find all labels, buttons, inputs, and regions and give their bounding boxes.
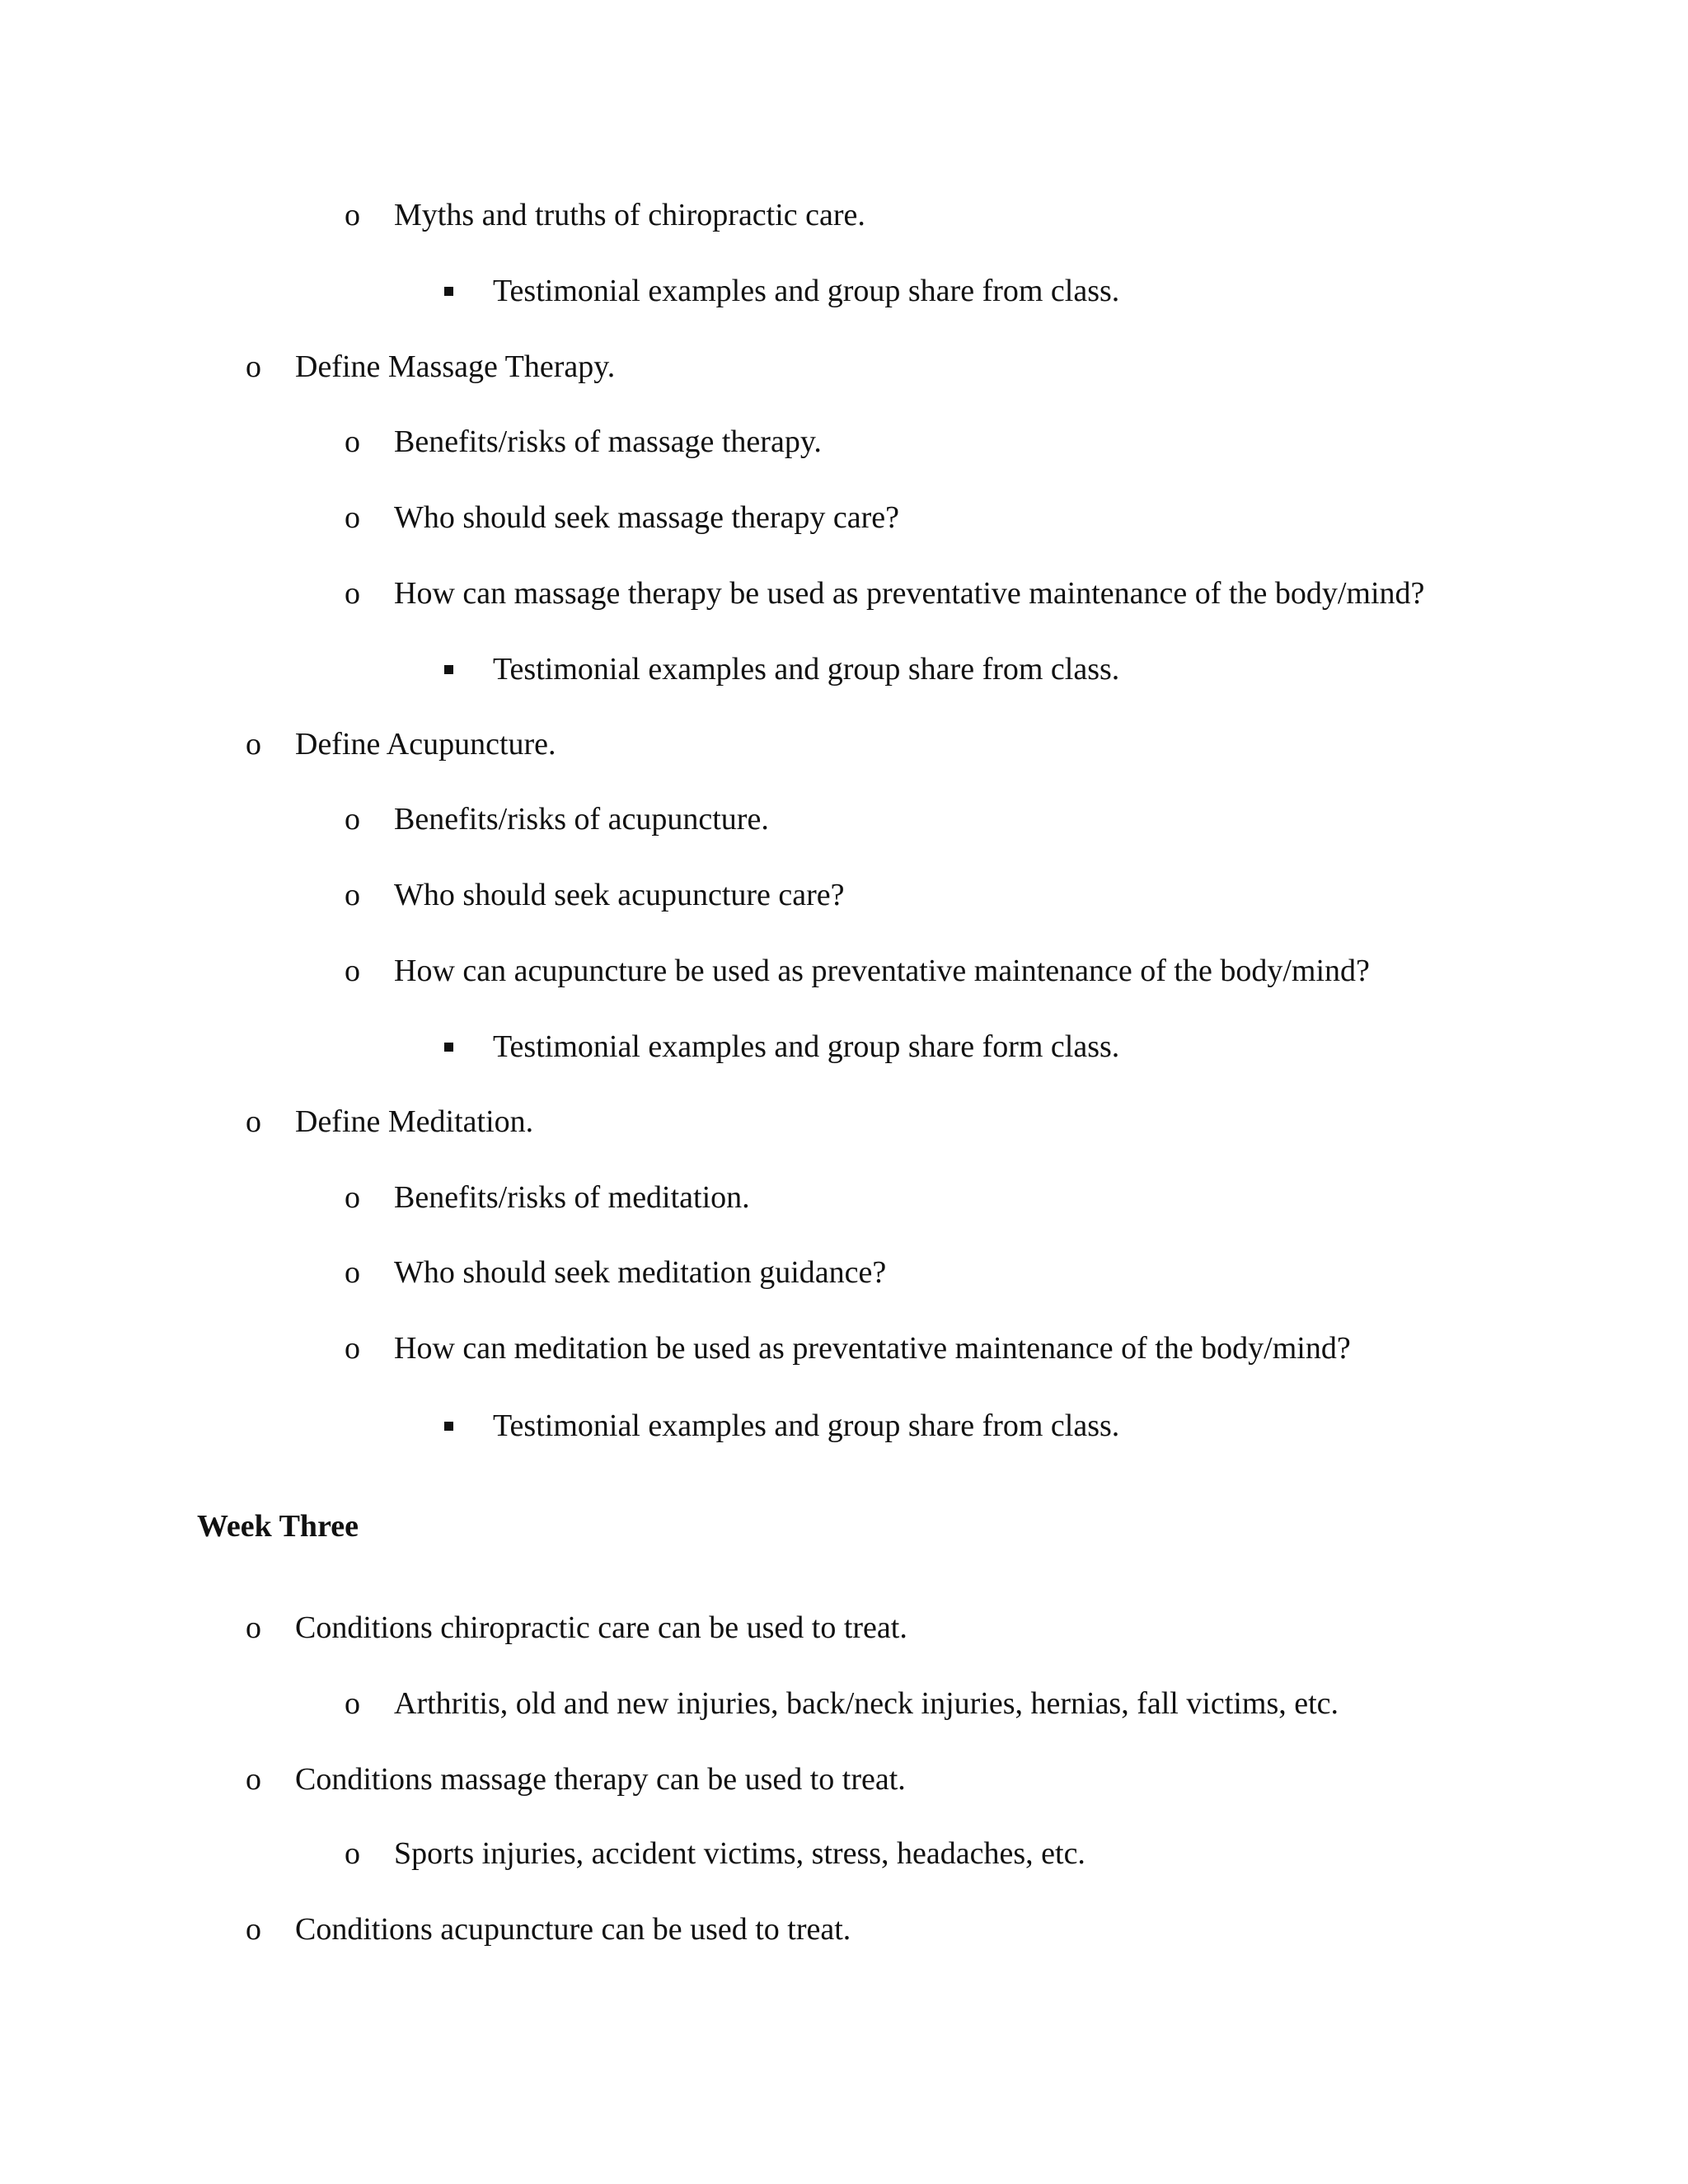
outline-item: Who should seek massage therapy care? (394, 500, 900, 535)
outline-item: Testimonial examples and group share form class. (493, 1029, 1120, 1064)
bullet-o: o (246, 1762, 261, 1797)
bullet-o: o (345, 1836, 360, 1871)
bullet-square-icon (444, 1043, 453, 1052)
outline-item: Benefits/risks of massage therapy. (394, 424, 822, 459)
outline-item: Define Acupuncture. (295, 727, 556, 762)
outline-item: Define Massage Therapy. (295, 349, 616, 384)
outline-item: Testimonial examples and group share from class. (493, 652, 1120, 687)
bullet-o: o (345, 802, 360, 837)
bullet-o: o (246, 349, 261, 384)
outline-item: Who should seek acupuncture care? (394, 878, 845, 912)
outline-item: Who should seek meditation guidance? (394, 1255, 887, 1290)
bullet-o: o (246, 1912, 261, 1947)
bullet-square-icon (444, 665, 453, 674)
bullet-o: o (246, 1104, 261, 1139)
bullet-o: o (246, 1610, 261, 1645)
bullet-o: o (345, 500, 360, 535)
outline-item: How can meditation be used as preventative maintenance of the body/mind? (394, 1331, 1351, 1366)
bullet-o: o (345, 424, 360, 459)
bullet-o: o (345, 576, 360, 611)
bullet-o: o (345, 1180, 360, 1215)
bullet-o: o (345, 878, 360, 912)
outline-item: Benefits/risks of acupuncture. (394, 802, 769, 837)
outline-item: Sports injuries, accident victims, stress, headaches, etc. (394, 1836, 1085, 1871)
outline-item: How can massage therapy be used as preventative maintenance of the body/mind? (394, 576, 1425, 611)
outline-item: Testimonial examples and group share from class. (493, 274, 1120, 308)
outline-item: Define Meditation. (295, 1104, 534, 1139)
section-heading: Week Three (197, 1509, 359, 1544)
outline-item: Testimonial examples and group share from class. (493, 1408, 1120, 1443)
bullet-o: o (345, 954, 360, 988)
outline-item: How can acupuncture be used as preventative maintenance of the body/mind? (394, 954, 1370, 988)
bullet-o: o (345, 1255, 360, 1290)
bullet-square-icon (444, 287, 453, 296)
outline-item: Conditions acupuncture can be used to treat. (295, 1912, 851, 1947)
bullet-o: o (345, 1686, 360, 1721)
outline-item: Myths and truths of chiropractic care. (394, 198, 865, 232)
bullet-o: o (246, 727, 261, 762)
bullet-o: o (345, 198, 360, 232)
outline-item: Arthritis, old and new injuries, back/neck injuries, hernias, fall victims, etc. (394, 1686, 1339, 1721)
outline-item: Conditions massage therapy can be used to treat. (295, 1762, 906, 1797)
bullet-o: o (345, 1331, 360, 1366)
outline-item: Benefits/risks of meditation. (394, 1180, 750, 1215)
bullet-square-icon (444, 1422, 453, 1431)
outline-item: Conditions chiropractic care can be used to treat. (295, 1610, 907, 1645)
